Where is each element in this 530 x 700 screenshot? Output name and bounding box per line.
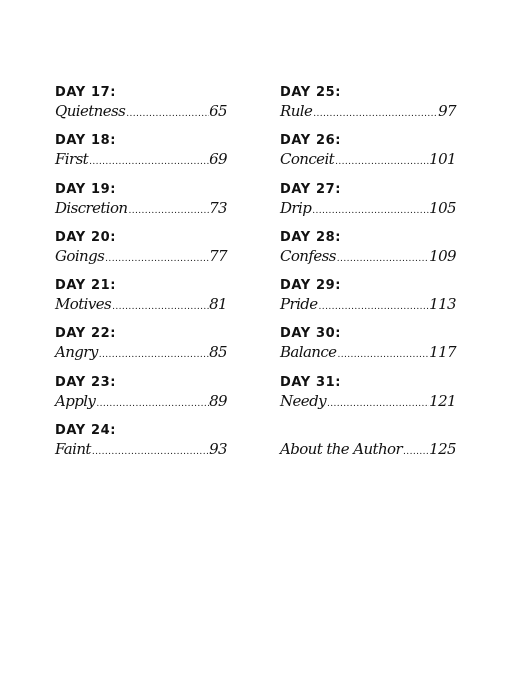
- page-number: 81: [209, 295, 227, 314]
- dot-leader: [311, 201, 429, 221]
- entry-line: [55, 439, 227, 459]
- entry-title: About the Author: [280, 440, 403, 459]
- entry-title: Confess: [280, 246, 336, 265]
- day-label: DAY 20:: [55, 229, 117, 245]
- page-number: 97: [438, 102, 456, 120]
- toc-entry-day-21[interactable]: [55, 277, 227, 325]
- page-number: 65: [209, 102, 227, 120]
- dot-leader: [336, 249, 429, 269]
- toc-entry-day-19[interactable]: [55, 181, 227, 229]
- dot-leader: [125, 104, 209, 124]
- day-label: DAY 21:: [55, 278, 117, 294]
- day-label: DAY 19:: [55, 181, 117, 197]
- dot-leader: [326, 394, 429, 414]
- toc-entry-day-31[interactable]: [280, 374, 456, 422]
- toc-right-column: [280, 84, 456, 470]
- day-label: DAY 24:: [55, 423, 117, 439]
- toc-entry-day-22[interactable]: [55, 325, 227, 373]
- page-number: 93: [209, 440, 227, 459]
- dot-leader: [91, 442, 209, 462]
- dot-leader: [95, 394, 209, 414]
- toc-entry-day-29[interactable]: [280, 277, 456, 325]
- entry-line: [55, 198, 227, 218]
- entry-title: Pride: [280, 295, 318, 314]
- day-label: DAY 26:: [280, 133, 342, 149]
- entry-title: First: [55, 150, 89, 169]
- page-number: 109: [429, 246, 456, 265]
- toc-entry-day-17[interactable]: [55, 84, 227, 132]
- entry-line: [280, 439, 456, 459]
- dot-leader: [334, 152, 429, 172]
- toc-entry-day-26[interactable]: [280, 132, 456, 180]
- dot-leader: [98, 345, 209, 365]
- page-number: 89: [209, 391, 227, 410]
- entry-title: Conceit: [280, 150, 335, 169]
- entry-title: Rule: [280, 102, 313, 120]
- entry-line: [55, 342, 227, 362]
- entry-line: [280, 101, 456, 121]
- page-number: 117: [429, 343, 456, 362]
- day-label: DAY 22:: [55, 326, 117, 342]
- toc-entry-day-25[interactable]: [280, 84, 456, 132]
- entry-line: [280, 294, 456, 314]
- entry-spacer: [280, 422, 456, 439]
- toc-left-column: [55, 84, 227, 470]
- day-label: DAY 28:: [280, 229, 342, 245]
- dot-leader: [336, 345, 429, 365]
- toc-entry-day-18[interactable]: [55, 132, 227, 180]
- entry-line: [55, 246, 227, 266]
- toc-entry-day-24[interactable]: [55, 422, 227, 470]
- entry-title: Drip: [280, 198, 312, 217]
- entry-line: [280, 149, 456, 169]
- entry-line: [280, 198, 456, 218]
- dot-leader: [104, 249, 209, 269]
- entry-line: [55, 149, 227, 169]
- dot-leader: [312, 104, 438, 124]
- toc-entry-day-23[interactable]: [55, 374, 227, 422]
- page-number: 125: [429, 440, 456, 459]
- page-number: 85: [209, 343, 227, 362]
- toc-entry-day-28[interactable]: [280, 229, 456, 277]
- dot-leader: [88, 152, 209, 172]
- page-number: 73: [209, 198, 227, 217]
- day-label: DAY 30:: [280, 326, 342, 342]
- page-number: 69: [209, 150, 227, 169]
- day-label: DAY 27:: [280, 181, 342, 197]
- day-label: DAY 23:: [55, 374, 117, 390]
- toc-entry-about-author[interactable]: [280, 422, 456, 470]
- page-number: 121: [429, 391, 456, 410]
- entry-line: [55, 294, 227, 314]
- entry-title: Motives: [55, 295, 112, 314]
- day-label: DAY 29:: [280, 278, 342, 294]
- entry-line: [55, 101, 227, 121]
- entry-title: Balance: [280, 343, 337, 362]
- entry-title: Quietness: [55, 102, 126, 120]
- dot-leader: [128, 201, 210, 221]
- entry-title: Needy: [280, 391, 326, 410]
- entry-title: Discretion: [55, 198, 128, 217]
- dot-leader: [318, 297, 430, 317]
- toc-entry-day-20[interactable]: [55, 229, 227, 277]
- entry-title: Apply: [55, 391, 96, 410]
- dot-leader: [402, 442, 429, 462]
- page-number: 77: [209, 246, 227, 265]
- entry-line: [280, 391, 456, 411]
- entry-line: [280, 246, 456, 266]
- page-number: 113: [429, 295, 456, 314]
- entry-line: [55, 391, 227, 411]
- entry-title: Angry: [55, 343, 98, 362]
- entry-title: Goings: [55, 246, 105, 265]
- day-label: DAY 31:: [280, 374, 342, 390]
- page-number: 101: [429, 150, 456, 169]
- dot-leader: [111, 297, 209, 317]
- entry-line: [280, 342, 456, 362]
- day-label: DAY 25:: [280, 85, 342, 100]
- day-label: DAY 17:: [55, 85, 117, 100]
- toc-entry-day-30[interactable]: [280, 325, 456, 373]
- day-label: DAY 18:: [55, 133, 117, 149]
- entry-title: Faint: [55, 440, 91, 459]
- toc-entry-day-27[interactable]: [280, 181, 456, 229]
- page-number: 105: [429, 198, 456, 217]
